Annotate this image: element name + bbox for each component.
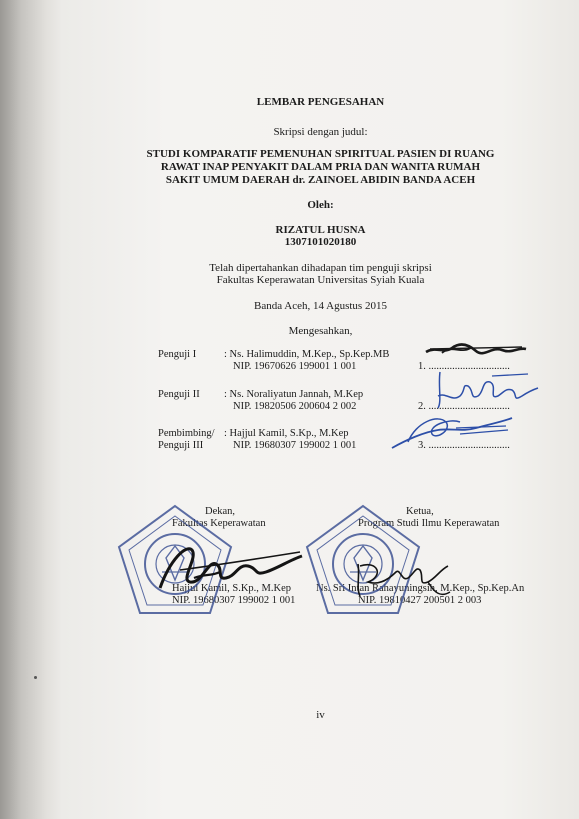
dean-unit: Fakultas Keperawatan [172, 518, 266, 529]
signature-line: 2. ............................... [418, 401, 510, 412]
signature-examiner-2 [432, 366, 544, 412]
page-heading: LEMBAR PENGESAHAN [256, 96, 385, 108]
place-date: Banda Aceh, 14 Agustus 2015 [254, 300, 387, 312]
signature-chair [350, 552, 460, 602]
signature-examiner-1 [422, 338, 532, 360]
chair-unit: Program Studi Ilmu Keperawatan [358, 518, 500, 529]
defended-line-2: Fakultas Keperawatan Universitas Syiah Kuala [216, 274, 425, 286]
signature-line: 1. ............................... [418, 361, 510, 372]
by-label: Oleh: [307, 199, 334, 211]
book-binding-shadow [0, 0, 62, 819]
approval-label: Mengesahkan, [288, 325, 353, 337]
thesis-title-line-3: SAKIT UMUM DAERAH dr. ZAINOEL ABIDIN BANDA ACEH [165, 174, 476, 186]
examiner-role-continued: Penguji III [158, 440, 204, 451]
examiner-nip: NIP. 19670626 199001 1 001 [233, 361, 357, 372]
author-name: RIZATUL HUSNA [275, 224, 366, 236]
signature-dean [150, 530, 310, 600]
examiner-role: Penguji II [158, 389, 200, 400]
thesis-title-line-2: RAWAT INAP PENYAKIT DALAM PRIA DAN WANITA RUMAH [160, 161, 481, 173]
signature-examiner-3 [386, 408, 518, 454]
thesis-title-line-1: STUDI KOMPARATIF PEMENUHAN SPIRITUAL PASIEN DI RUANG [146, 148, 495, 160]
examiner-name: : Ns. Halimuddin, M.Kep., Sp.Kep.MB [224, 349, 390, 360]
dean-nip: NIP. 19680307 199002 1 001 [172, 595, 296, 606]
chair-nip: NIP. 19810427 200501 2 003 [358, 595, 482, 606]
subheading: Skripsi dengan judul: [273, 126, 368, 138]
defended-line-1: Telah dipertahankan dihadapan tim penguji skripsi [209, 262, 432, 274]
examiner-role: Penguji I [158, 349, 197, 360]
examiner-nip: NIP. 19680307 199002 1 001 [233, 440, 357, 451]
examiner-name: : Hajjul Kamil, S.Kp., M.Kep [224, 428, 349, 439]
examiner-nip: NIP. 19820506 200604 2 002 [233, 401, 357, 412]
examiner-name: : Ns. Noraliyatun Jannah, M.Kep [224, 389, 364, 400]
examiner-role: Pembimbing/ [158, 428, 215, 439]
chair-name: Ns. Sri Intan Rahayuningsih, M.Kep., Sp.Kep.An [316, 583, 525, 594]
author-id: 1307101020180 [284, 236, 357, 248]
signature-line: 3. ............................... [418, 440, 510, 451]
dean-name: Hajjul Kamil, S.Kp., M.Kep [172, 583, 291, 594]
dean-title: Dekan, [205, 506, 236, 517]
scan-speck [34, 676, 37, 679]
page-number: iv [316, 709, 325, 721]
chair-title: Ketua, [406, 506, 434, 517]
